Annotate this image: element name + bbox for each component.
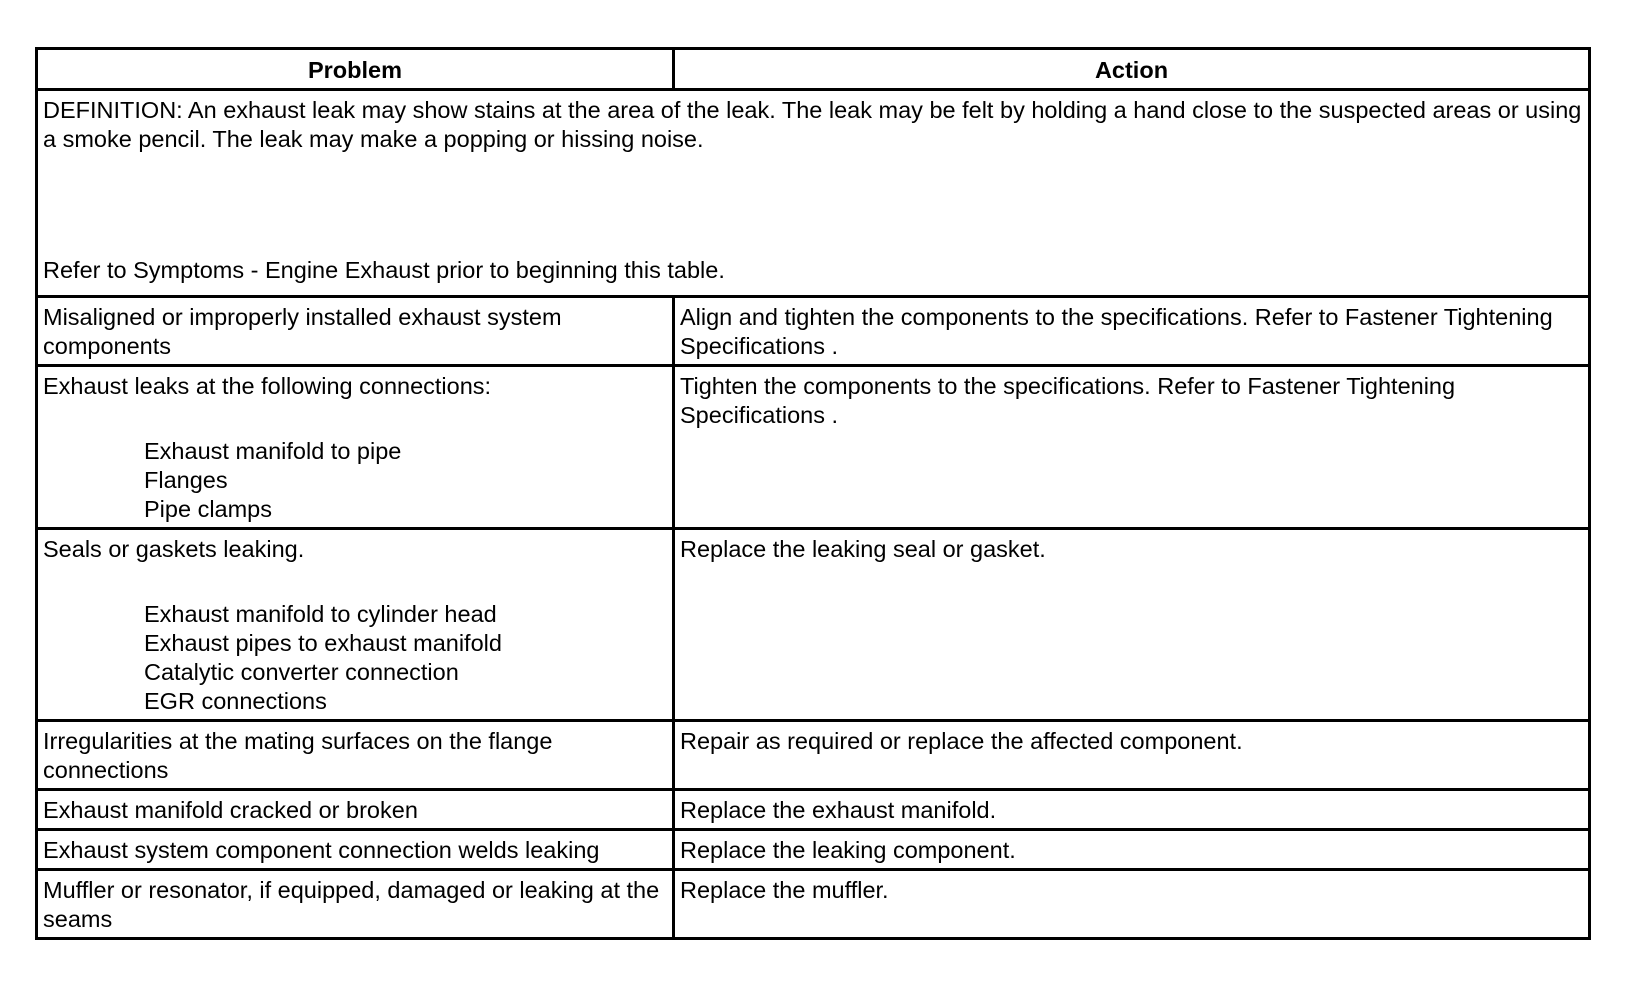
problem-text: Seals or gaskets leaking. <box>43 536 305 562</box>
diagnostic-table <box>35 47 1591 940</box>
table-row <box>37 366 1590 529</box>
list-item: Exhaust pipes to exhaust manifold <box>144 630 502 656</box>
action-cell: Replace the muffler. <box>674 870 1590 939</box>
seal-list <box>43 600 666 716</box>
definition-text: DEFINITION: An exhaust leak may show stains at the area of the leak. The leak may be felt by holding a hand close to the suspected areas or using a smoke pencil. The leak may make a popping or hissing noise. <box>43 97 1582 152</box>
list-item: Pipe clamps <box>144 496 272 522</box>
table-row <box>37 297 1590 366</box>
list-item: Exhaust manifold to pipe <box>144 438 402 464</box>
problem-cell: Misaligned or improperly installed exhaust system components <box>37 297 674 366</box>
table-row <box>37 870 1590 939</box>
list-item: Exhaust manifold to cylinder head <box>144 601 497 627</box>
list-item: EGR connections <box>144 688 327 714</box>
action-cell: Replace the leaking seal or gasket. <box>674 529 1590 721</box>
action-cell: Repair as required or replace the affected component. <box>674 721 1590 790</box>
problem-cell: Muffler or resonator, if equipped, damaged or leaking at the seams <box>37 870 674 939</box>
action-cell: Align and tighten the components to the specifications. Refer to Fastener Tightening Specifications . <box>674 297 1590 366</box>
table-row <box>37 529 1590 721</box>
table-row <box>37 830 1590 870</box>
action-cell: Replace the exhaust manifold. <box>674 790 1590 830</box>
problem-text: Exhaust leaks at the following connections: <box>43 373 492 399</box>
action-cell: Replace the leaking component. <box>674 830 1590 870</box>
definition-cell <box>37 90 1590 297</box>
list-item: Flanges <box>144 467 228 493</box>
list-item: Catalytic converter connection <box>144 659 459 685</box>
problem-cell <box>37 366 674 529</box>
problem-cell: Exhaust system component connection welds leaking <box>37 830 674 870</box>
table-row <box>37 790 1590 830</box>
problem-cell <box>37 529 674 721</box>
reference-text: Refer to Symptoms - Engine Exhaust prior to beginning this table. <box>43 257 725 283</box>
definition-row <box>37 90 1590 297</box>
table-row <box>37 721 1590 790</box>
problem-column-header: Problem <box>37 49 674 90</box>
action-column-header: Action <box>674 49 1590 90</box>
connection-list <box>43 437 666 524</box>
problem-cell: Exhaust manifold cracked or broken <box>37 790 674 830</box>
problem-cell: Irregularities at the mating surfaces on the flange connections <box>37 721 674 790</box>
header-row <box>37 49 1590 90</box>
action-cell: Tighten the components to the specifications. Refer to Fastener Tightening Specifications . <box>674 366 1590 529</box>
